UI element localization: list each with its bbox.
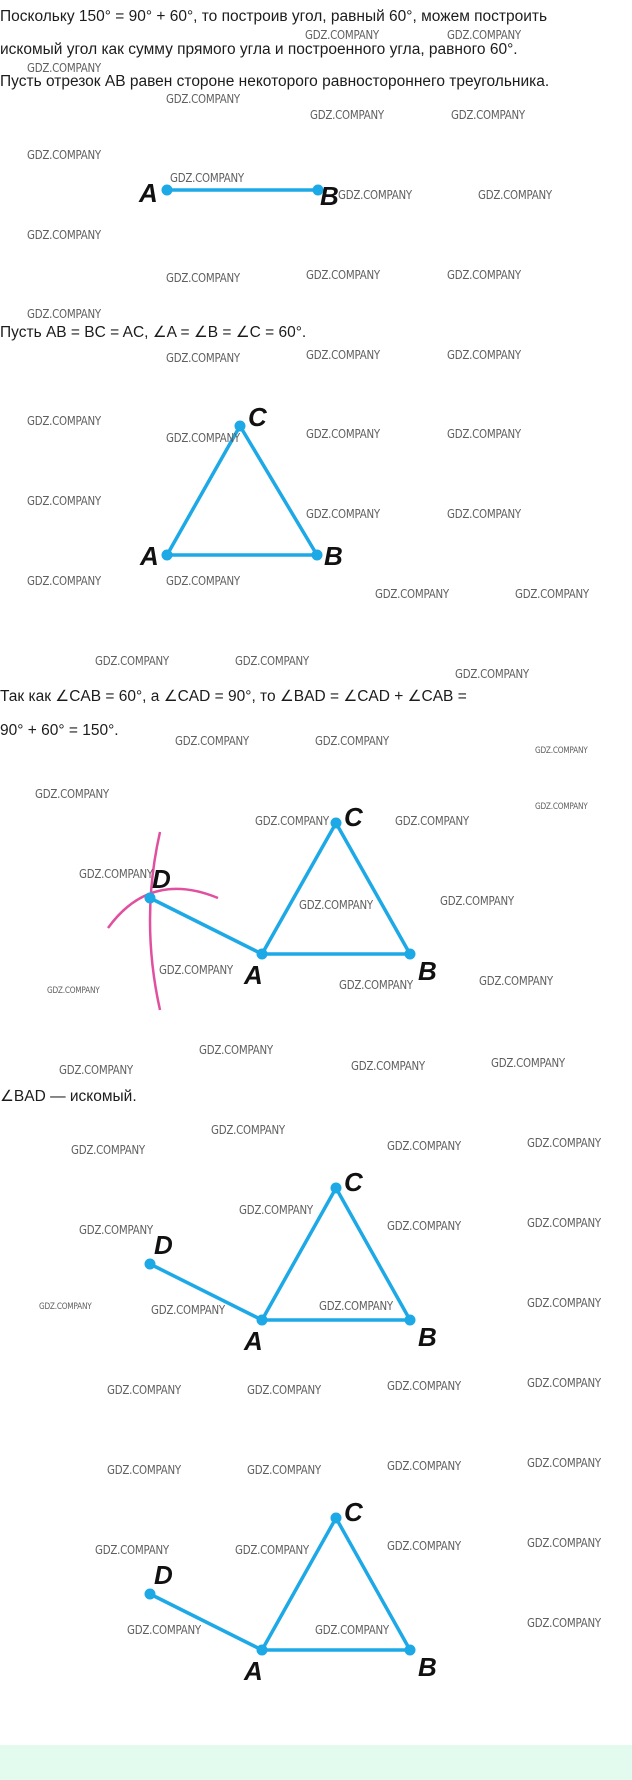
watermark: GDZ.COMPANY <box>235 653 309 668</box>
point-a <box>257 949 268 960</box>
watermark: GDZ.COMPANY <box>166 573 240 588</box>
watermark: GDZ.COMPANY <box>27 493 101 508</box>
point-a <box>257 1315 268 1326</box>
point-c <box>331 818 342 829</box>
watermark: GDZ.COMPANY <box>447 347 521 362</box>
watermark: GDZ.COMPANY <box>478 187 552 202</box>
text-line-2: искомый угол как сумму прямого угла и построенного угла, равного 60°. <box>0 41 518 58</box>
watermark: GDZ.COMPANY <box>527 1215 601 1230</box>
watermark: GDZ.COMPANY <box>27 227 101 242</box>
point-c <box>331 1183 342 1194</box>
watermark: GDZ.COMPANY <box>447 426 521 441</box>
label-c: C <box>344 1167 363 1197</box>
watermark: GDZ.COMPANY <box>27 573 101 588</box>
label-b: B <box>418 1652 437 1682</box>
watermark: GDZ.COMPANY <box>387 1138 461 1153</box>
watermark: GDZ.COMPANY <box>27 147 101 162</box>
watermark: GDZ.COMPANY <box>491 1055 565 1070</box>
watermark: GDZ.COMPANY <box>151 1302 225 1317</box>
watermark: GDZ.COMPANY <box>310 107 384 122</box>
watermark: GDZ.COMPANY <box>527 1375 601 1390</box>
watermark: GDZ.COMPANY <box>395 813 469 828</box>
point-a <box>162 185 173 196</box>
point-d <box>145 1589 156 1600</box>
label-b: B <box>418 956 437 986</box>
point-b <box>405 949 416 960</box>
watermark: GDZ.COMPANY <box>95 653 169 668</box>
label-d: D <box>152 864 171 894</box>
watermark: GDZ.COMPANY <box>95 1542 169 1557</box>
watermark: GDZ.COMPANY <box>527 1455 601 1470</box>
watermark: GDZ.COMPANY <box>39 1302 92 1312</box>
watermark: GDZ.COMPANY <box>387 1458 461 1473</box>
watermark: GDZ.COMPANY <box>235 1542 309 1557</box>
watermark: GDZ.COMPANY <box>166 430 240 445</box>
watermark: GDZ.COMPANY <box>306 426 380 441</box>
watermark: GDZ.COMPANY <box>166 350 240 365</box>
watermark: GDZ.COMPANY <box>315 1622 389 1637</box>
watermark: GDZ.COMPANY <box>107 1382 181 1397</box>
watermark: GDZ.COMPANY <box>515 586 589 601</box>
point-a <box>257 1645 268 1656</box>
watermark: GDZ.COMPANY <box>170 170 244 185</box>
watermark: GDZ.COMPANY <box>306 267 380 282</box>
point-b <box>405 1315 416 1326</box>
text-line-1: Поскольку 150° = 90° + 60°, то построив угол, равный 60°, можем построить <box>0 8 548 25</box>
label-a: A <box>139 178 158 208</box>
watermark: GDZ.COMPANY <box>535 746 588 756</box>
label-a: A <box>140 541 159 571</box>
watermark: GDZ.COMPANY <box>247 1462 321 1477</box>
label-a: A <box>244 1656 263 1686</box>
watermark: GDZ.COMPANY <box>175 733 249 748</box>
watermark: GDZ.COMPANY <box>107 1462 181 1477</box>
result-figure-2 <box>0 1490 632 1690</box>
watermark: GDZ.COMPANY <box>59 1062 133 1077</box>
label-b: B <box>324 541 343 571</box>
watermark: GDZ.COMPANY <box>387 1378 461 1393</box>
watermark: GDZ.COMPANY <box>440 893 514 908</box>
bottom-band <box>0 1745 632 1780</box>
watermark: GDZ.COMPANY <box>166 270 240 285</box>
label-b: B <box>320 181 339 211</box>
text-line-5: Так как ∠CAB = 60°, а ∠CAD = 90°, то ∠BAD = ∠CAD + ∠CAB = <box>0 688 467 705</box>
triangle-abc <box>167 426 317 555</box>
label-c: C <box>248 402 267 432</box>
watermark: GDZ.COMPANY <box>338 187 412 202</box>
watermark: GDZ.COMPANY <box>211 1122 285 1137</box>
point-c <box>331 1513 342 1524</box>
watermark: GDZ.COMPANY <box>239 1202 313 1217</box>
watermark: GDZ.COMPANY <box>166 91 240 106</box>
watermark: GDZ.COMPANY <box>35 786 109 801</box>
point-a <box>162 550 173 561</box>
watermark: GDZ.COMPANY <box>527 1615 601 1630</box>
label-b: B <box>418 1322 437 1352</box>
result-figure-1 <box>0 1160 632 1360</box>
watermark: GDZ.COMPANY <box>479 973 553 988</box>
watermark: GDZ.COMPANY <box>375 586 449 601</box>
watermark: GDZ.COMPANY <box>299 897 373 912</box>
label-d: D <box>154 1560 173 1590</box>
watermark: GDZ.COMPANY <box>159 962 233 977</box>
watermark: GDZ.COMPANY <box>387 1218 461 1233</box>
text-line-7: ∠BAD — искомый. <box>0 1088 137 1105</box>
watermark: GDZ.COMPANY <box>315 733 389 748</box>
watermark: GDZ.COMPANY <box>199 1042 273 1057</box>
point-d <box>145 893 156 904</box>
label-d: D <box>154 1230 173 1260</box>
text-line-6: 90° + 60° = 150°. <box>0 722 119 739</box>
watermark: GDZ.COMPANY <box>247 1382 321 1397</box>
point-d <box>145 1259 156 1270</box>
text-line-4: Пусть AB = BC = AC, ∠A = ∠B = ∠C = 60°. <box>0 324 307 341</box>
watermark: GDZ.COMPANY <box>535 802 588 812</box>
watermark: GDZ.COMPANY <box>71 1142 145 1157</box>
watermark: GDZ.COMPANY <box>127 1622 201 1637</box>
watermark: GDZ.COMPANY <box>527 1135 601 1150</box>
watermark: GDZ.COMPANY <box>27 60 101 75</box>
label-c: C <box>344 802 363 832</box>
watermark: GDZ.COMPANY <box>79 866 153 881</box>
watermark: GDZ.COMPANY <box>27 306 101 321</box>
construction-arc-1 <box>150 832 160 1010</box>
watermark: GDZ.COMPANY <box>306 506 380 521</box>
watermark: GDZ.COMPANY <box>387 1538 461 1553</box>
watermark: GDZ.COMPANY <box>305 27 379 42</box>
label-c: C <box>344 1497 363 1527</box>
watermark: GDZ.COMPANY <box>527 1295 601 1310</box>
watermark: GDZ.COMPANY <box>455 666 529 681</box>
watermark: GDZ.COMPANY <box>447 506 521 521</box>
label-a: A <box>244 1326 263 1356</box>
watermark: GDZ.COMPANY <box>527 1535 601 1550</box>
point-b <box>312 550 323 561</box>
watermark: GDZ.COMPANY <box>447 27 521 42</box>
watermark: GDZ.COMPANY <box>447 267 521 282</box>
triangle-abc <box>262 823 410 954</box>
text-line-3: Пусть отрезок AB равен стороне некоторого равностороннего треугольника. <box>0 73 550 90</box>
watermark: GDZ.COMPANY <box>351 1058 425 1073</box>
watermark: GDZ.COMPANY <box>79 1222 153 1237</box>
watermark: GDZ.COMPANY <box>306 347 380 362</box>
watermark: GDZ.COMPANY <box>255 813 329 828</box>
watermark: GDZ.COMPANY <box>27 413 101 428</box>
watermark: GDZ.COMPANY <box>319 1298 393 1313</box>
point-b <box>405 1645 416 1656</box>
segment-ad <box>150 898 262 954</box>
watermark: GDZ.COMPANY <box>339 977 413 992</box>
label-a: A <box>244 960 263 990</box>
watermark: GDZ.COMPANY <box>451 107 525 122</box>
watermark: GDZ.COMPANY <box>47 986 100 996</box>
